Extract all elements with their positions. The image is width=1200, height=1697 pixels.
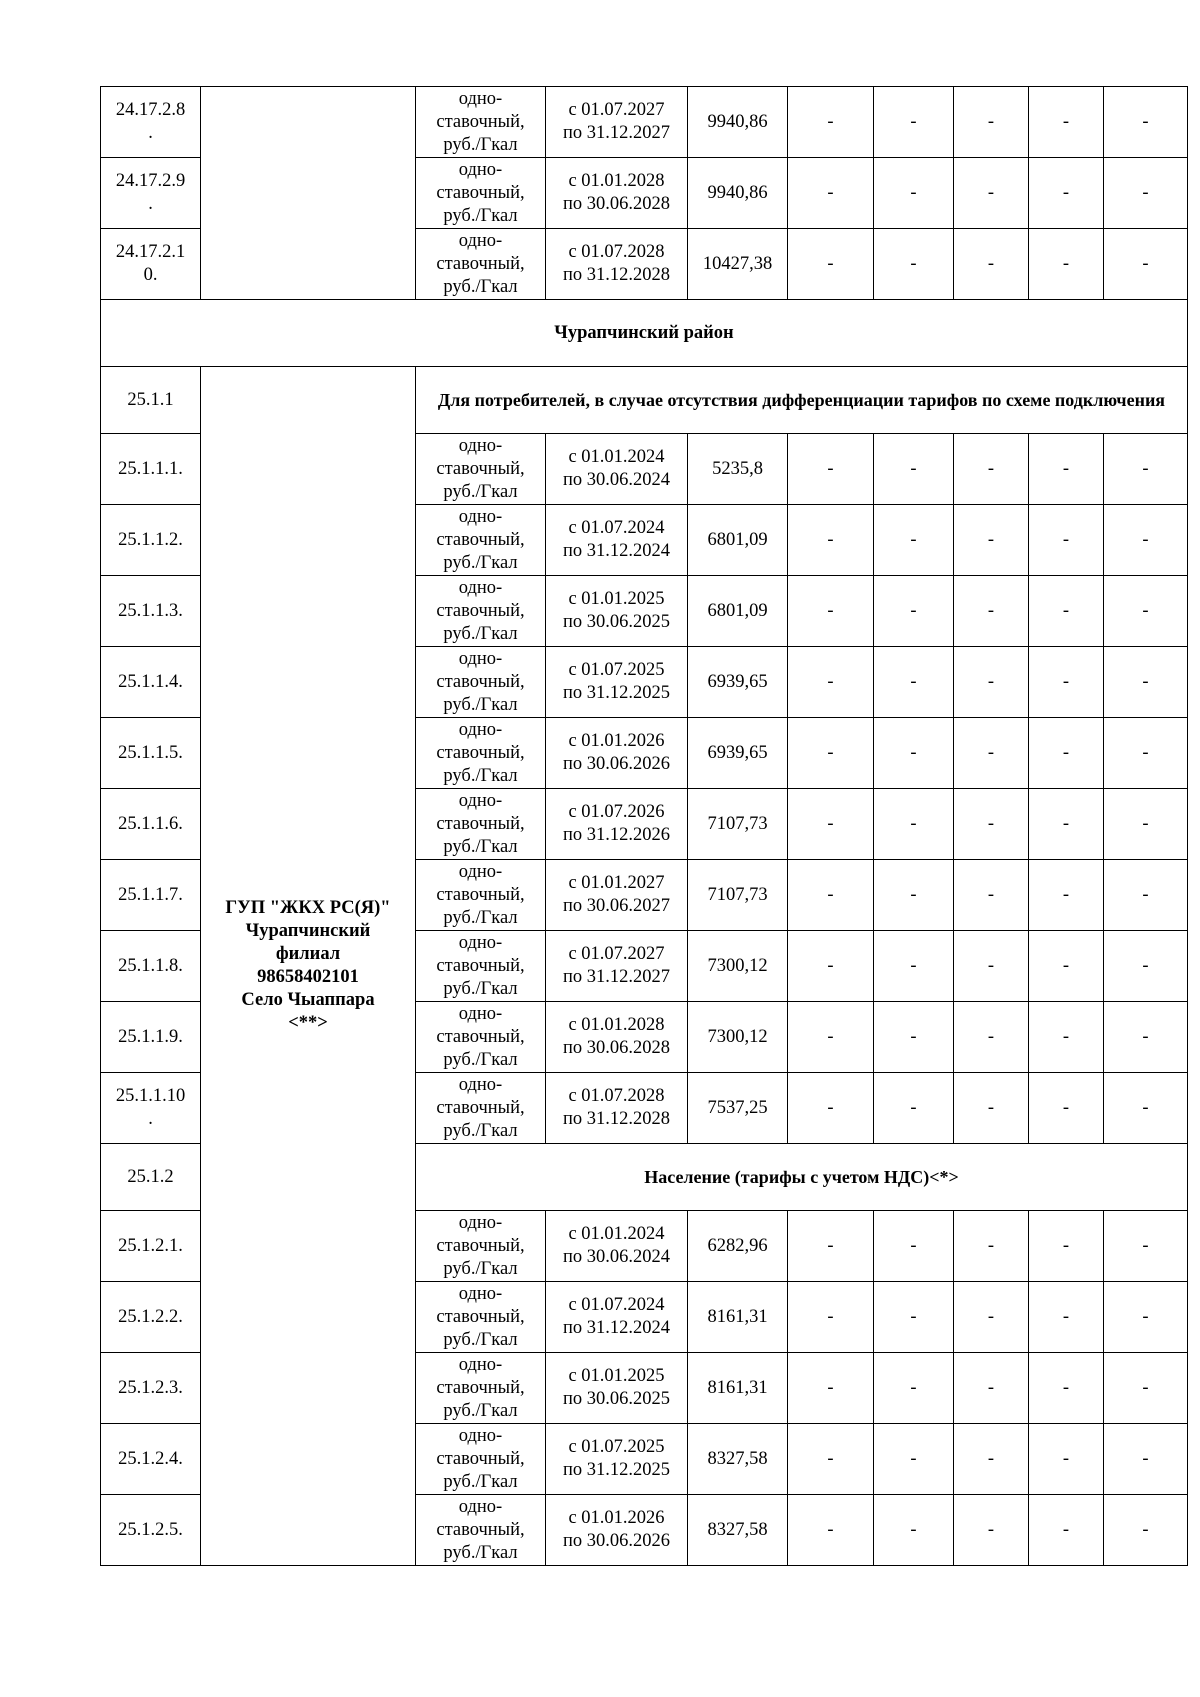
dash-cell: - bbox=[788, 1282, 874, 1353]
section-title: Население (тарифы с учетом НДС)<*> bbox=[416, 1144, 1188, 1211]
dash-cell: - bbox=[954, 860, 1029, 931]
dash-cell: - bbox=[874, 1211, 954, 1282]
tariff-value: 6282,96 bbox=[688, 1211, 788, 1282]
table-row bbox=[101, 87, 1188, 158]
period-cell: с 01.07.2027 по 31.12.2027 bbox=[546, 87, 688, 158]
dash-cell: - bbox=[1104, 1424, 1188, 1495]
tariff-value: 8327,58 bbox=[688, 1495, 788, 1566]
tariff-kind: одно- ставочный, руб./Гкал bbox=[416, 434, 546, 505]
tariff-kind: одно- ставочный, руб./Гкал bbox=[416, 576, 546, 647]
row-code: 24.17.2.8 . bbox=[101, 87, 201, 158]
row-code: 24.17.2.9 . bbox=[101, 158, 201, 229]
period-cell: с 01.01.2026 по 30.06.2026 bbox=[546, 1495, 688, 1566]
dash-cell: - bbox=[1029, 1353, 1104, 1424]
dash-cell: - bbox=[954, 576, 1029, 647]
period-cell: с 01.07.2025 по 31.12.2025 bbox=[546, 1424, 688, 1495]
dash-cell: - bbox=[874, 87, 954, 158]
tariff-value: 9940,86 bbox=[688, 158, 788, 229]
tariff-kind: одно- ставочный, руб./Гкал bbox=[416, 229, 546, 300]
period-cell: с 01.01.2027 по 30.06.2027 bbox=[546, 860, 688, 931]
tariff-kind: одно- ставочный, руб./Гкал bbox=[416, 1211, 546, 1282]
dash-cell: - bbox=[874, 158, 954, 229]
section-title: Для потребителей, в случае отсутствия дифференциации тарифов по схеме подключения bbox=[416, 367, 1188, 434]
dash-cell: - bbox=[1104, 576, 1188, 647]
dash-cell: - bbox=[954, 87, 1029, 158]
tariff-value: 10427,38 bbox=[688, 229, 788, 300]
organization-cell: ГУП "ЖКХ РС(Я)" Чурапчинский филиал 98658402101 Село Чыаппара <**> bbox=[201, 367, 416, 1566]
dash-cell: - bbox=[954, 1495, 1029, 1566]
tariff-kind: одно- ставочный, руб./Гкал bbox=[416, 1424, 546, 1495]
dash-cell: - bbox=[788, 1211, 874, 1282]
row-code: 25.1.2.1. bbox=[101, 1211, 201, 1282]
dash-cell: - bbox=[954, 647, 1029, 718]
dash-cell: - bbox=[874, 1073, 954, 1144]
row-code: 25.1.1.9. bbox=[101, 1002, 201, 1073]
dash-cell: - bbox=[954, 1073, 1029, 1144]
tariff-value: 7300,12 bbox=[688, 931, 788, 1002]
tariff-value: 7107,73 bbox=[688, 860, 788, 931]
dash-cell: - bbox=[788, 718, 874, 789]
dash-cell: - bbox=[954, 931, 1029, 1002]
dash-cell: - bbox=[954, 789, 1029, 860]
tariff-kind: одно- ставочный, руб./Гкал bbox=[416, 1353, 546, 1424]
dash-cell: - bbox=[788, 576, 874, 647]
row-code: 25.1.1.7. bbox=[101, 860, 201, 931]
row-code: 25.1.2.4. bbox=[101, 1424, 201, 1495]
dash-cell: - bbox=[874, 1282, 954, 1353]
dash-cell: - bbox=[788, 1424, 874, 1495]
dash-cell: - bbox=[874, 860, 954, 931]
period-cell: с 01.07.2024 по 31.12.2024 bbox=[546, 505, 688, 576]
row-code: 25.1.1.8. bbox=[101, 931, 201, 1002]
dash-cell: - bbox=[1104, 718, 1188, 789]
district-row bbox=[101, 300, 1188, 367]
dash-cell: - bbox=[1029, 647, 1104, 718]
tariff-value: 5235,8 bbox=[688, 434, 788, 505]
dash-cell: - bbox=[874, 931, 954, 1002]
dash-cell: - bbox=[1104, 1211, 1188, 1282]
dash-cell: - bbox=[1104, 1495, 1188, 1566]
dash-cell: - bbox=[1029, 87, 1104, 158]
dash-cell: - bbox=[1029, 1282, 1104, 1353]
dash-cell: - bbox=[954, 1211, 1029, 1282]
dash-cell: - bbox=[1029, 860, 1104, 931]
tariff-value: 7300,12 bbox=[688, 1002, 788, 1073]
period-cell: с 01.01.2025 по 30.06.2025 bbox=[546, 576, 688, 647]
dash-cell: - bbox=[1104, 87, 1188, 158]
period-cell: с 01.07.2026 по 31.12.2026 bbox=[546, 789, 688, 860]
period-cell: с 01.01.2025 по 30.06.2025 bbox=[546, 1353, 688, 1424]
dash-cell: - bbox=[874, 434, 954, 505]
section-row bbox=[101, 367, 1188, 434]
dash-cell: - bbox=[874, 1495, 954, 1566]
dash-cell: - bbox=[1029, 1002, 1104, 1073]
dash-cell: - bbox=[1104, 860, 1188, 931]
period-cell: с 01.07.2024 по 31.12.2024 bbox=[546, 1282, 688, 1353]
dash-cell: - bbox=[1029, 1073, 1104, 1144]
tariff-value: 8161,31 bbox=[688, 1353, 788, 1424]
dash-cell: - bbox=[954, 505, 1029, 576]
dash-cell: - bbox=[1029, 158, 1104, 229]
dash-cell: - bbox=[1029, 931, 1104, 1002]
tariff-value: 7107,73 bbox=[688, 789, 788, 860]
dash-cell: - bbox=[1104, 434, 1188, 505]
organization-cell-previous bbox=[201, 87, 416, 300]
row-code: 25.1.2.3. bbox=[101, 1353, 201, 1424]
period-cell: с 01.01.2024 по 30.06.2024 bbox=[546, 434, 688, 505]
dash-cell: - bbox=[1104, 229, 1188, 300]
dash-cell: - bbox=[1029, 505, 1104, 576]
dash-cell: - bbox=[788, 1002, 874, 1073]
period-cell: с 01.01.2026 по 30.06.2026 bbox=[546, 718, 688, 789]
dash-cell: - bbox=[1104, 158, 1188, 229]
tariff-value: 6801,09 bbox=[688, 576, 788, 647]
tariff-kind: одно- ставочный, руб./Гкал bbox=[416, 789, 546, 860]
tariff-value: 6939,65 bbox=[688, 718, 788, 789]
dash-cell: - bbox=[954, 718, 1029, 789]
tariff-value: 8327,58 bbox=[688, 1424, 788, 1495]
period-cell: с 01.07.2028 по 31.12.2028 bbox=[546, 229, 688, 300]
dash-cell: - bbox=[1029, 229, 1104, 300]
dash-cell: - bbox=[788, 87, 874, 158]
row-code: 25.1.2.2. bbox=[101, 1282, 201, 1353]
period-cell: с 01.01.2028 по 30.06.2028 bbox=[546, 1002, 688, 1073]
tariff-value: 7537,25 bbox=[688, 1073, 788, 1144]
section-code: 25.1.1 bbox=[101, 367, 201, 434]
tariff-kind: одно- ставочный, руб./Гкал bbox=[416, 718, 546, 789]
tariff-kind: одно- ставочный, руб./Гкал bbox=[416, 158, 546, 229]
tariff-kind: одно- ставочный, руб./Гкал bbox=[416, 1073, 546, 1144]
dash-cell: - bbox=[954, 1353, 1029, 1424]
dash-cell: - bbox=[1104, 505, 1188, 576]
dash-cell: - bbox=[788, 1073, 874, 1144]
period-cell: с 01.01.2028 по 30.06.2028 bbox=[546, 158, 688, 229]
tariff-kind: одно- ставочный, руб./Гкал bbox=[416, 860, 546, 931]
dash-cell: - bbox=[788, 434, 874, 505]
dash-cell: - bbox=[874, 647, 954, 718]
dash-cell: - bbox=[954, 434, 1029, 505]
tariff-kind: одно- ставочный, руб./Гкал bbox=[416, 87, 546, 158]
period-cell: с 01.07.2028 по 31.12.2028 bbox=[546, 1073, 688, 1144]
dash-cell: - bbox=[788, 1495, 874, 1566]
dash-cell: - bbox=[954, 1424, 1029, 1495]
tariff-kind: одно- ставочный, руб./Гкал bbox=[416, 1495, 546, 1566]
dash-cell: - bbox=[788, 931, 874, 1002]
dash-cell: - bbox=[874, 229, 954, 300]
dash-cell: - bbox=[954, 1002, 1029, 1073]
tariff-value: 9940,86 bbox=[688, 87, 788, 158]
section-code: 25.1.2 bbox=[101, 1144, 201, 1211]
dash-cell: - bbox=[1029, 789, 1104, 860]
tariff-kind: одно- ставочный, руб./Гкал bbox=[416, 647, 546, 718]
dash-cell: - bbox=[954, 1282, 1029, 1353]
dash-cell: - bbox=[874, 505, 954, 576]
dash-cell: - bbox=[788, 158, 874, 229]
dash-cell: - bbox=[1029, 1495, 1104, 1566]
dash-cell: - bbox=[1029, 718, 1104, 789]
dash-cell: - bbox=[874, 1424, 954, 1495]
dash-cell: - bbox=[874, 1002, 954, 1073]
dash-cell: - bbox=[1104, 1282, 1188, 1353]
tariff-kind: одно- ставочный, руб./Гкал bbox=[416, 505, 546, 576]
row-code: 25.1.1.1. bbox=[101, 434, 201, 505]
dash-cell: - bbox=[954, 229, 1029, 300]
row-code: 25.1.1.3. bbox=[101, 576, 201, 647]
dash-cell: - bbox=[874, 789, 954, 860]
tariff-kind: одно- ставочный, руб./Гкал bbox=[416, 1282, 546, 1353]
dash-cell: - bbox=[788, 229, 874, 300]
row-code: 25.1.1.2. bbox=[101, 505, 201, 576]
tariff-kind: одно- ставочный, руб./Гкал bbox=[416, 931, 546, 1002]
dash-cell: - bbox=[1029, 1211, 1104, 1282]
tariff-value: 6939,65 bbox=[688, 647, 788, 718]
row-code: 25.1.1.4. bbox=[101, 647, 201, 718]
dash-cell: - bbox=[1029, 434, 1104, 505]
dash-cell: - bbox=[874, 718, 954, 789]
tariff-table bbox=[100, 86, 1188, 1566]
dash-cell: - bbox=[954, 158, 1029, 229]
district-heading: Чурапчинский район bbox=[101, 300, 1188, 367]
period-cell: с 01.07.2027 по 31.12.2027 bbox=[546, 931, 688, 1002]
row-code: 25.1.1.10 . bbox=[101, 1073, 201, 1144]
period-cell: с 01.07.2025 по 31.12.2025 bbox=[546, 647, 688, 718]
dash-cell: - bbox=[1104, 647, 1188, 718]
dash-cell: - bbox=[788, 647, 874, 718]
dash-cell: - bbox=[874, 1353, 954, 1424]
tariff-kind: одно- ставочный, руб./Гкал bbox=[416, 1002, 546, 1073]
dash-cell: - bbox=[1104, 789, 1188, 860]
row-code: 25.1.1.5. bbox=[101, 718, 201, 789]
dash-cell: - bbox=[788, 789, 874, 860]
tariff-value: 8161,31 bbox=[688, 1282, 788, 1353]
tariff-value: 6801,09 bbox=[688, 505, 788, 576]
row-code: 25.1.1.6. bbox=[101, 789, 201, 860]
dash-cell: - bbox=[874, 576, 954, 647]
dash-cell: - bbox=[1104, 1073, 1188, 1144]
period-cell: с 01.01.2024 по 30.06.2024 bbox=[546, 1211, 688, 1282]
dash-cell: - bbox=[1104, 1353, 1188, 1424]
dash-cell: - bbox=[788, 1353, 874, 1424]
dash-cell: - bbox=[1104, 931, 1188, 1002]
row-code: 25.1.2.5. bbox=[101, 1495, 201, 1566]
row-code: 24.17.2.1 0. bbox=[101, 229, 201, 300]
dash-cell: - bbox=[788, 505, 874, 576]
dash-cell: - bbox=[1029, 1424, 1104, 1495]
dash-cell: - bbox=[1029, 576, 1104, 647]
dash-cell: - bbox=[788, 860, 874, 931]
dash-cell: - bbox=[1104, 1002, 1188, 1073]
